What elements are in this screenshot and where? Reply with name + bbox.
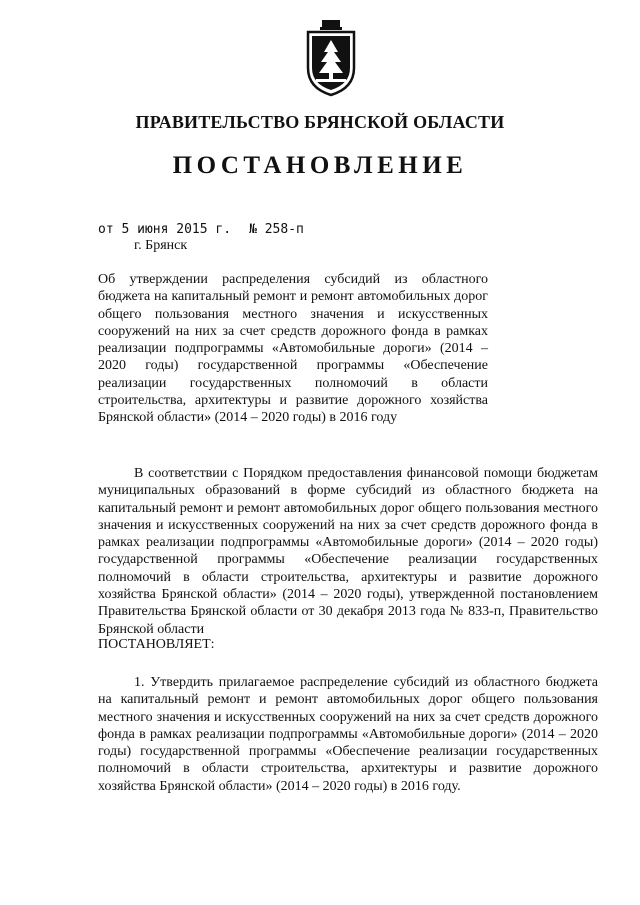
document-meta bbox=[98, 222, 304, 254]
document-subject: Об утверждении распределения субсидий из областного бюджета на капитальный ремонт и ремонт автомобильных дорог общего пользования местного значения и искусственных сооружений на них за счет средств дорожного фонда в рамках реализации подпрограммы «Автомобильные дороги» (2014 – 2020 годы) государственной программы «Обеспечение реализации государственных полномочий в области строительства, архитектуры и развитие дорожного хозяйства Брянской области» (2014 – 2020 годы) в 2016 году bbox=[98, 272, 488, 426]
preamble-paragraph: В соответствии с Порядком предоставления финансовой помощи бюджетам муниципальных образований в форме субсидий из областного бюджета на капитальный ремонт и ремонт автомобильных дорог общего пользования местного значения и искусственных сооружений на них за счет средств дорожного фонда в рамках реализации подпрограммы «Автомобильные дороги» (2014 – 2020 годы) государственной программы «Обеспечение реализации государственных полномочий в области строительства, архитектуры и развитие дорожного хозяйства Брянской области» (2014 – 2020 годы), утвержденной постановлением Правительства Брянской области от 30 декабря 2013 года № 833-п, Правительство Брянской области bbox=[98, 466, 598, 637]
decree-word: ПОСТАНОВЛЯЕТ: bbox=[98, 637, 215, 652]
clause-1: 1. Утвердить прилагаемое распределение субсидий из областного бюджета на капитальный ремонт и ремонт автомобильных дорог общего пользования местного значения и искусственных сооружений на них за счет средств дорожного фонда в рамках реализации подпрограммы «Автомобильные дороги» (2014 – 2020 годы) государственной программы «Обеспечение реализации государственных полномочий в области строительства, архитектуры и развитие дорожного хозяйства Брянской области» (2014 – 2020 годы) в 2016 году. bbox=[98, 675, 598, 794]
government-title: ПРАВИТЕЛЬСТВО БРЯНСКОЙ ОБЛАСТИ bbox=[135, 112, 505, 132]
coat-of-arms-icon bbox=[300, 18, 362, 98]
document-city: г. Брянск bbox=[134, 238, 188, 253]
document-date: от 5 июня 2015 г. bbox=[98, 222, 232, 237]
document-type-title: ПОСТАНОВЛЕНИЕ bbox=[172, 152, 468, 179]
document-number: № 258-п bbox=[249, 222, 304, 237]
